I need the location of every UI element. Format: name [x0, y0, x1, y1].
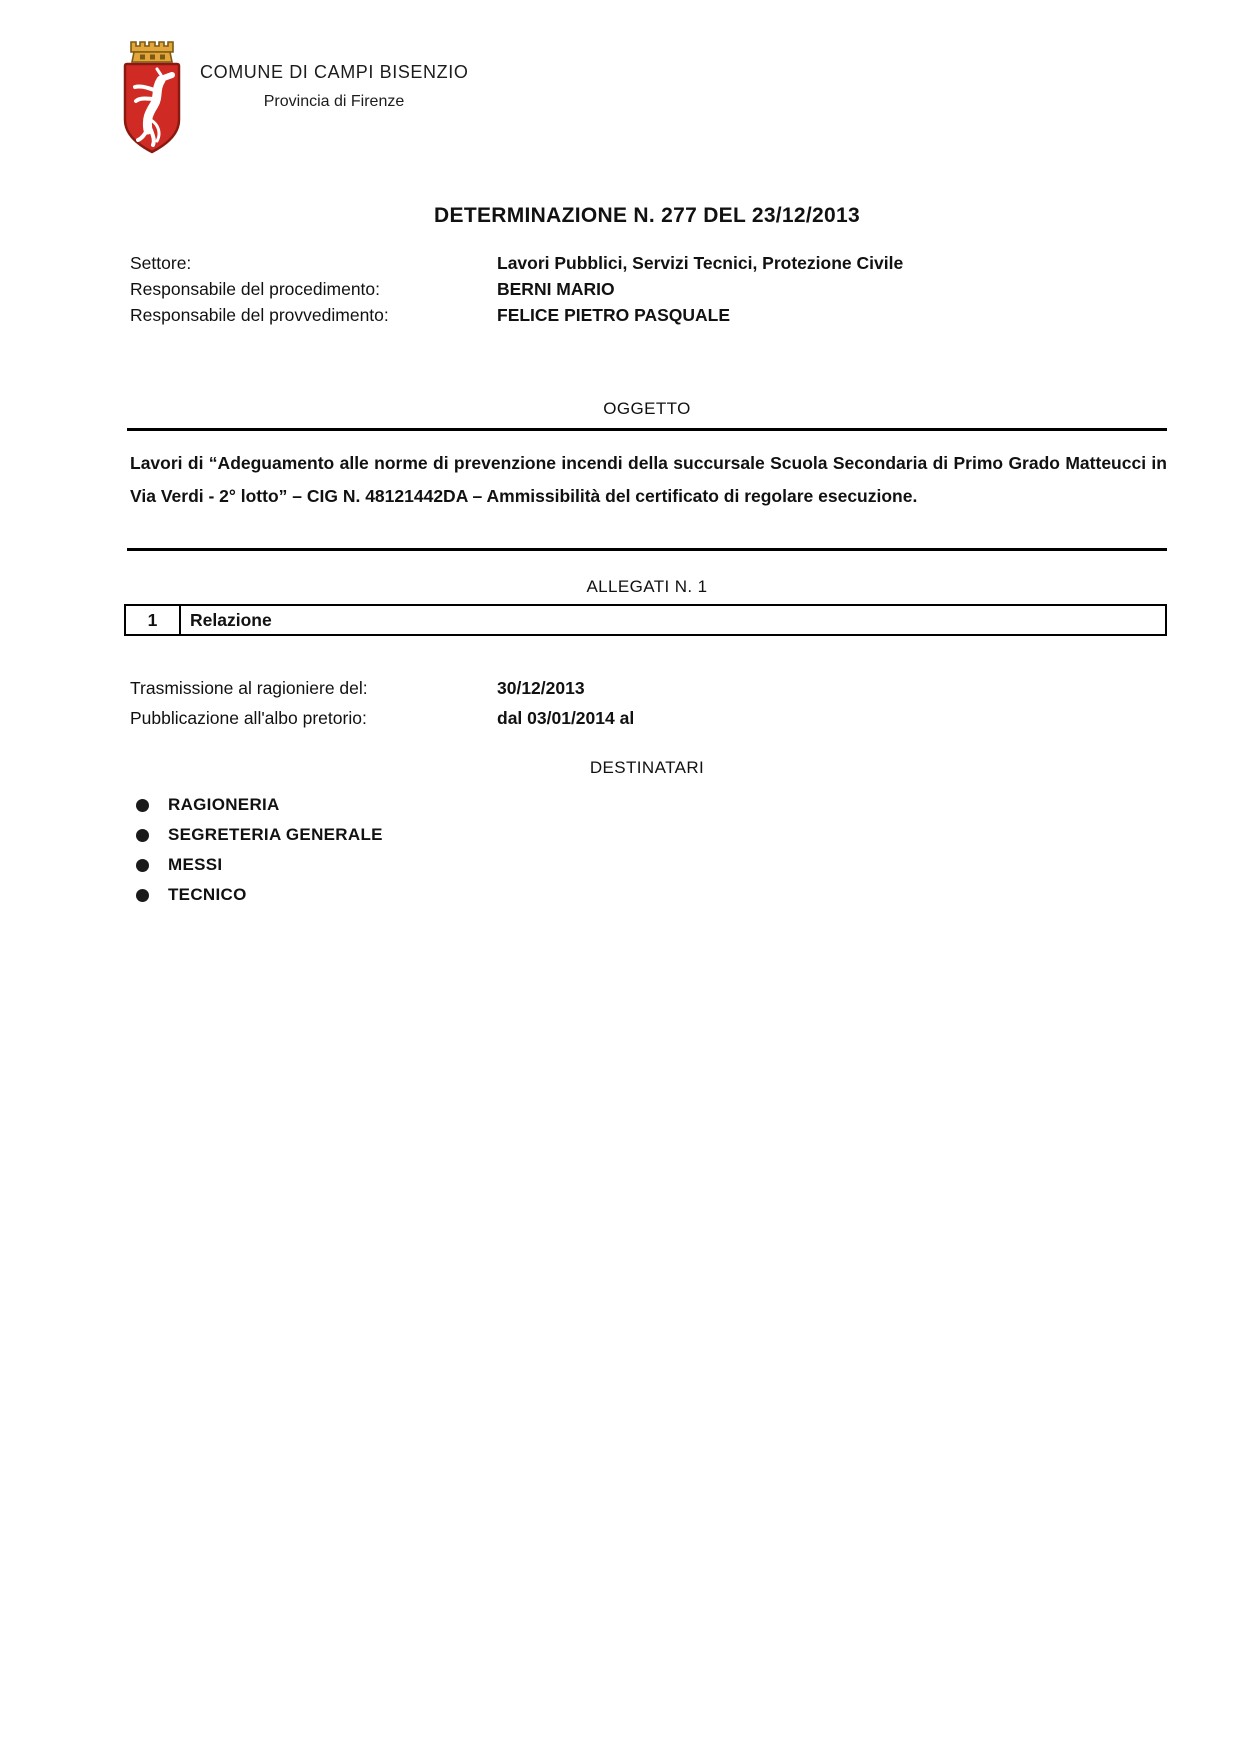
destinatari-item — [136, 825, 383, 855]
info-value: Lavori Pubblici, Servizi Tecnici, Protezione Civile — [497, 253, 904, 273]
bullet-icon — [136, 889, 149, 902]
destinatari-list — [136, 795, 383, 915]
crown-icon — [131, 42, 173, 62]
transmission-row-ragioniere — [130, 678, 1167, 708]
transmission-block — [130, 678, 1167, 738]
destinatari-item — [136, 795, 383, 825]
info-label: Settore: — [130, 253, 192, 273]
info-value: BERNI MARIO — [497, 279, 615, 299]
bullet-icon — [136, 799, 149, 812]
horizontal-rule-bottom — [127, 548, 1167, 551]
info-row-resp-procedimento — [130, 279, 1167, 305]
info-row-resp-provvedimento — [130, 305, 1167, 331]
info-value: FELICE PIETRO PASQUALE — [497, 305, 731, 325]
transmission-row-albo — [130, 708, 1167, 738]
info-block — [130, 253, 1167, 331]
bullet-icon — [136, 859, 149, 872]
info-label: Responsabile del procedimento: — [130, 279, 381, 299]
org-subtitle: Provincia di Firenze — [263, 93, 405, 110]
document-title: DETERMINAZIONE N. 277 DEL 23/12/2013 — [434, 204, 860, 227]
org-name: COMUNE DI CAMPI BISENZIO — [200, 62, 469, 82]
allegati-table — [124, 604, 1167, 636]
bullet-icon — [136, 829, 149, 842]
transmission-value: dal 03/01/2014 al — [497, 708, 635, 728]
destinatari-item-label: SEGRETERIA GENERALE — [168, 825, 383, 844]
allegato-name-cell: Relazione — [190, 609, 272, 630]
transmission-label: Pubblicazione all'albo pretorio: — [130, 708, 367, 728]
allegati-heading: ALLEGATI N. 1 — [586, 577, 708, 596]
destinatari-item-label: RAGIONERIA — [168, 795, 280, 814]
horizontal-rule-top — [127, 428, 1167, 431]
oggetto-heading: OGGETTO — [603, 399, 691, 418]
allegato-number-cell: 1 — [126, 606, 181, 634]
destinatari-item-label: TECNICO — [168, 885, 247, 904]
destinatari-item — [136, 885, 383, 915]
info-row-settore — [130, 253, 1167, 279]
info-label: Responsabile del provvedimento: — [130, 305, 389, 325]
destinatari-item-label: MESSI — [168, 855, 223, 874]
campi-bisenzio-coat-of-arms-icon — [120, 38, 184, 156]
destinatari-heading: DESTINATARI — [589, 758, 705, 777]
destinatari-item — [136, 855, 383, 885]
transmission-value: 30/12/2013 — [497, 678, 585, 698]
transmission-label: Trasmissione al ragioniere del: — [130, 678, 368, 698]
oggetto-text: Lavori di “Adeguamento alle norme di prevenzione incendi della succursale Scuola Secondaria di Primo Grado Matteucci in Via Verdi - 2° lotto” – CIG N. 48121442DA – Ammissibilità del certificato di regolare esecuzione. — [130, 453, 1167, 506]
